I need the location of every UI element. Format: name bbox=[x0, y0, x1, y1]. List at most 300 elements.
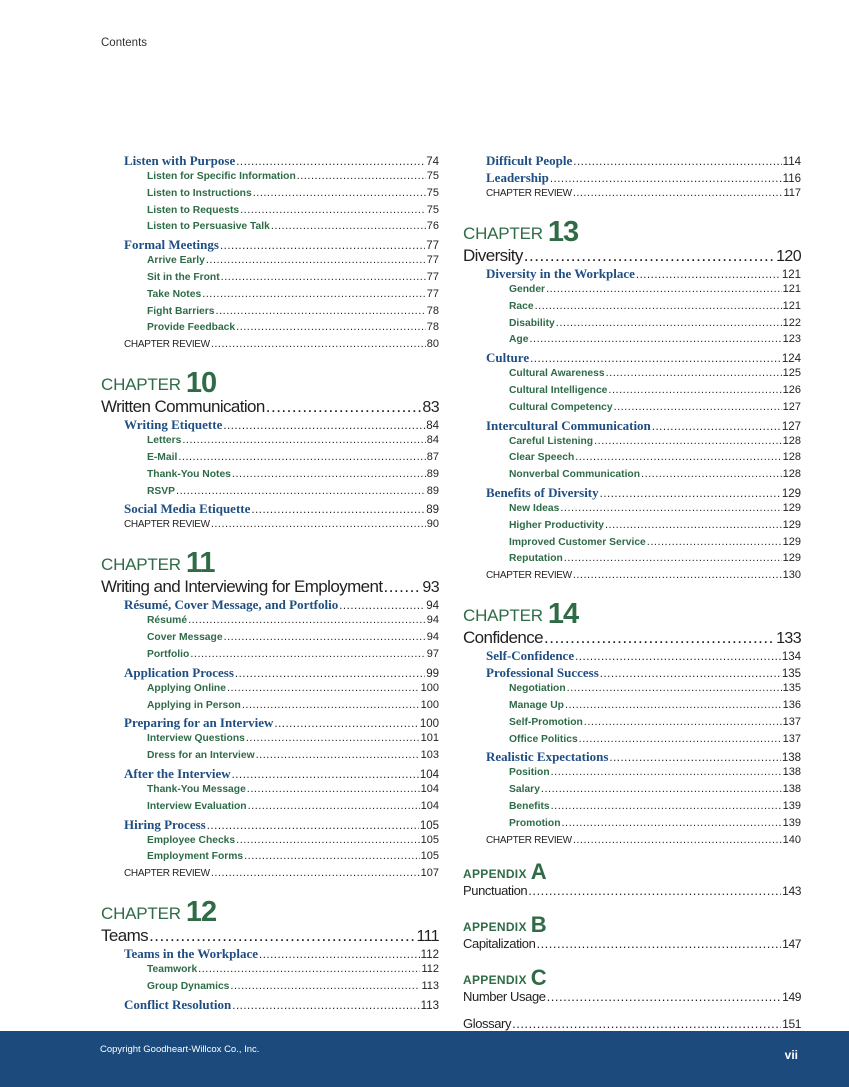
dot-leader bbox=[529, 333, 781, 345]
entry-page-number: 114 bbox=[782, 156, 801, 168]
toc-entry-lvl2[interactable] bbox=[147, 288, 439, 305]
toc-entry-lvl2[interactable] bbox=[147, 732, 439, 749]
entry-page-number: 100 bbox=[420, 698, 439, 711]
dot-leader bbox=[547, 989, 782, 1004]
toc-entry-lvl2[interactable] bbox=[509, 519, 801, 536]
toc-entry-lvl1[interactable] bbox=[486, 648, 801, 665]
entry-page-number: 143 bbox=[782, 883, 801, 898]
toc-entry-lvl2[interactable] bbox=[147, 682, 439, 699]
appendix-number: B bbox=[530, 911, 547, 937]
entry-title: Gender bbox=[509, 284, 546, 295]
toc-entry-lvl1[interactable] bbox=[124, 597, 439, 614]
dot-leader bbox=[271, 220, 426, 232]
dot-leader bbox=[383, 577, 421, 597]
entry-page-number: 89 bbox=[426, 484, 439, 497]
entry-page-number: 139 bbox=[782, 816, 801, 829]
entry-title: Position bbox=[509, 767, 550, 779]
toc-entry-lvl2[interactable] bbox=[147, 485, 439, 502]
entry-page-number: 137 bbox=[782, 715, 801, 728]
entry-page-number: 113 bbox=[421, 979, 439, 992]
entry-title: Sit in the Front bbox=[147, 271, 220, 283]
dot-leader bbox=[211, 518, 426, 530]
entry-title: Interview Questions bbox=[147, 733, 245, 745]
dot-leader bbox=[236, 834, 420, 846]
dot-leader bbox=[609, 752, 780, 764]
toc-entry-lvl1[interactable] bbox=[486, 170, 801, 187]
toc-entry-lvl1[interactable] bbox=[486, 485, 801, 502]
toc-entry-lvl1[interactable] bbox=[124, 153, 439, 170]
entry-page-number: 77 bbox=[426, 240, 439, 253]
entry-page-number: 127 bbox=[782, 400, 801, 413]
entry-title: Teams in the Workplace bbox=[124, 946, 258, 962]
entry-title: Race bbox=[509, 300, 534, 312]
dot-leader bbox=[636, 269, 781, 281]
entry-page-number: 90 bbox=[426, 518, 439, 531]
entry-page-number: 94 bbox=[426, 631, 439, 644]
toc-entry-lvl1[interactable] bbox=[124, 715, 439, 732]
dot-leader bbox=[240, 204, 426, 216]
entry-title: Letters bbox=[147, 435, 182, 447]
dot-leader bbox=[297, 170, 426, 182]
entry-title: RSVP bbox=[147, 485, 176, 497]
entry-title: Punctuation bbox=[463, 882, 528, 898]
toc-entry-lvl2[interactable] bbox=[147, 783, 439, 800]
dot-leader bbox=[266, 397, 422, 417]
entry-page-number: 128 bbox=[782, 434, 801, 447]
appendix-heading bbox=[463, 964, 801, 990]
dot-leader bbox=[528, 883, 781, 898]
dot-leader bbox=[242, 699, 420, 711]
appendix-label: APPENDIX bbox=[463, 972, 527, 987]
entry-page-number: 104 bbox=[420, 782, 439, 795]
entry-title: Social Media Etiquette bbox=[124, 501, 251, 517]
toc-entry-lvl1[interactable] bbox=[124, 946, 439, 963]
dot-leader bbox=[573, 187, 783, 199]
toc-entry-lvl2[interactable] bbox=[147, 834, 439, 851]
dot-leader bbox=[211, 867, 420, 879]
entry-page-number: 77 bbox=[426, 287, 439, 300]
dot-leader bbox=[575, 651, 781, 663]
toc-entry-lvl2[interactable] bbox=[509, 384, 801, 401]
entry-page-number: 129 bbox=[782, 501, 801, 514]
toc-entry-lvl1[interactable] bbox=[124, 665, 439, 682]
chapter-label: CHAPTER bbox=[101, 555, 181, 575]
dot-leader bbox=[641, 468, 782, 480]
dot-leader bbox=[551, 766, 782, 778]
toc-entry-lvl2[interactable] bbox=[147, 468, 439, 485]
toc-entry-lvl2[interactable] bbox=[509, 468, 801, 485]
entry-title: Thank-You Notes bbox=[147, 468, 231, 480]
dot-leader bbox=[535, 300, 782, 312]
toc-entry-lvl2[interactable] bbox=[509, 766, 801, 783]
dot-leader bbox=[190, 648, 425, 660]
entry-title: Arrive Early bbox=[147, 255, 205, 267]
toc-entry-lvl2[interactable] bbox=[147, 305, 439, 322]
entry-page-number: 125 bbox=[782, 367, 801, 380]
entry-title: Applying Online bbox=[147, 682, 226, 694]
toc-entry-review[interactable] bbox=[486, 569, 801, 586]
copyright-notice: Copyright Goodheart-Willcox Co., Inc. bbox=[100, 1044, 260, 1055]
entry-title: Listen for Specific Information bbox=[147, 171, 296, 182]
chapter-label: CHAPTER bbox=[463, 224, 543, 243]
entry-page-number: 105 bbox=[420, 833, 439, 846]
toc-entry-lvl1[interactable] bbox=[486, 418, 801, 435]
entry-page-number: 87 bbox=[426, 450, 439, 463]
dot-leader bbox=[274, 718, 418, 730]
entry-title: Office Politics bbox=[509, 733, 578, 745]
entry-page-number: 135 bbox=[782, 682, 801, 695]
dot-leader bbox=[227, 682, 420, 694]
dot-leader bbox=[564, 552, 782, 564]
entry-page-number: 84 bbox=[426, 434, 439, 447]
entry-title: Cultural Competency bbox=[509, 401, 613, 413]
entry-page-number: 78 bbox=[426, 321, 439, 334]
entry-page-number: 123 bbox=[782, 333, 801, 346]
toc-entry-lvl2[interactable] bbox=[147, 631, 439, 648]
entry-page-number: 74 bbox=[426, 156, 439, 168]
dot-leader bbox=[207, 820, 419, 832]
entry-page-number: 133 bbox=[776, 630, 801, 648]
dot-leader bbox=[211, 338, 426, 350]
toc-entry-lvl2[interactable] bbox=[147, 451, 439, 468]
toc-entry-lvl2[interactable] bbox=[147, 648, 439, 665]
entry-page-number: 129 bbox=[782, 518, 801, 531]
toc-entry-lvl2[interactable] bbox=[509, 783, 801, 800]
toc-entry-lvl2[interactable] bbox=[147, 271, 439, 288]
entry-title: Self-Promotion bbox=[509, 716, 583, 728]
chapter-label: CHAPTER bbox=[101, 904, 181, 924]
dot-leader bbox=[224, 631, 426, 643]
toc-entry-lvl2[interactable] bbox=[509, 817, 801, 834]
entry-title: E-Mail bbox=[147, 451, 178, 463]
entry-page-number: 94 bbox=[426, 614, 439, 627]
entry-title: Manage Up bbox=[509, 699, 564, 711]
toc-entry-lvl2[interactable] bbox=[509, 401, 801, 418]
toc-entry-lvl2[interactable] bbox=[509, 435, 801, 452]
dot-leader bbox=[560, 502, 781, 514]
entry-title: Age bbox=[509, 334, 529, 346]
dot-leader bbox=[652, 421, 781, 433]
toc-entry-lvl1[interactable] bbox=[486, 665, 801, 682]
toc-entry-lvl2[interactable] bbox=[147, 434, 439, 451]
toc-entry-lvl1[interactable] bbox=[124, 237, 439, 254]
entry-title: Provide Feedback bbox=[147, 322, 236, 334]
dot-leader bbox=[594, 435, 782, 447]
toc-entry-lvl1[interactable] bbox=[486, 153, 801, 170]
entry-title: Group Dynamics bbox=[147, 980, 230, 992]
toc-entry-lvl2[interactable] bbox=[147, 980, 439, 997]
dot-leader bbox=[202, 288, 426, 300]
entry-title: Listen with Purpose bbox=[124, 153, 236, 168]
toc-entry-lvl2[interactable] bbox=[147, 800, 439, 817]
dot-leader bbox=[550, 173, 782, 185]
dot-leader bbox=[236, 156, 425, 168]
entry-page-number: 138 bbox=[781, 752, 801, 765]
entry-title: CHAPTER REVIEW bbox=[486, 834, 572, 846]
toc-entry-lvl2[interactable] bbox=[509, 317, 801, 334]
entry-title: Higher Productivity bbox=[509, 519, 604, 531]
page-number: vii bbox=[784, 1048, 798, 1062]
entry-title: New Ideas bbox=[509, 502, 560, 514]
dot-leader bbox=[565, 699, 782, 711]
toc-entry-review[interactable] bbox=[486, 834, 801, 851]
toc-entry-apptitle[interactable] bbox=[463, 989, 801, 1010]
dot-leader bbox=[220, 240, 425, 252]
entry-page-number: 120 bbox=[776, 248, 801, 265]
page-footer bbox=[0, 1031, 849, 1087]
chapter-heading bbox=[463, 598, 801, 631]
entry-page-number: 117 bbox=[783, 187, 801, 199]
toc-entry-lvl1[interactable] bbox=[124, 766, 439, 783]
dot-leader bbox=[584, 716, 782, 728]
dot-leader bbox=[256, 749, 420, 761]
entry-title: Reputation bbox=[509, 553, 563, 565]
dot-leader bbox=[561, 817, 781, 829]
dot-leader bbox=[251, 504, 425, 516]
toc-entry-review[interactable] bbox=[124, 867, 439, 884]
entry-title: Salary bbox=[509, 784, 540, 796]
dot-leader bbox=[247, 783, 420, 795]
toc-entry-lvl1[interactable] bbox=[124, 417, 439, 434]
entry-page-number: 124 bbox=[781, 353, 801, 366]
entry-title: Cultural Intelligence bbox=[509, 384, 608, 396]
dot-leader bbox=[236, 321, 426, 333]
entry-title: Disability bbox=[509, 317, 555, 329]
entry-page-number: 113 bbox=[420, 999, 439, 1012]
entry-page-number: 129 bbox=[782, 535, 801, 548]
dot-leader bbox=[567, 682, 782, 694]
toc-entry-lvl1[interactable] bbox=[486, 350, 801, 367]
dot-leader bbox=[524, 246, 775, 266]
toc-entry-apptitle[interactable] bbox=[463, 883, 801, 904]
entry-page-number: 97 bbox=[426, 647, 439, 660]
entry-title: Hiring Process bbox=[124, 816, 206, 832]
toc-entry-backmatter[interactable] bbox=[463, 1016, 801, 1033]
toc-entry-lvl2[interactable] bbox=[509, 682, 801, 699]
entry-page-number: 140 bbox=[782, 833, 801, 846]
entry-page-number: 121 bbox=[781, 269, 801, 281]
entry-title: Writing and Interviewing for Employment bbox=[101, 577, 383, 597]
toc-entry-lvl2[interactable] bbox=[509, 733, 801, 750]
entry-title: Benefits bbox=[509, 800, 550, 812]
entry-title: Employee Checks bbox=[147, 834, 236, 846]
toc-entry-lvl1[interactable] bbox=[486, 749, 801, 766]
toc-entry-lvl2[interactable] bbox=[509, 367, 801, 384]
entry-title: Diversity bbox=[463, 246, 523, 265]
toc-entry-review[interactable] bbox=[486, 187, 801, 204]
toc-entry-lvl2[interactable] bbox=[147, 187, 439, 204]
entry-page-number: 75 bbox=[426, 203, 439, 216]
entry-page-number: 84 bbox=[426, 420, 439, 433]
entry-title: Improved Customer Service bbox=[509, 536, 646, 548]
entry-page-number: 135 bbox=[781, 668, 801, 681]
entry-title: Confidence bbox=[463, 628, 544, 648]
dot-leader bbox=[546, 283, 782, 295]
dot-leader bbox=[232, 769, 419, 781]
toc-entry-lvl2[interactable] bbox=[509, 800, 801, 817]
chapter-label: CHAPTER bbox=[463, 606, 543, 626]
entry-page-number: 77 bbox=[426, 254, 439, 267]
toc-entry-lvl1[interactable] bbox=[124, 817, 439, 834]
dot-leader bbox=[253, 187, 426, 199]
dot-leader bbox=[216, 305, 426, 317]
entry-title: Number Usage bbox=[463, 988, 546, 1004]
toc-entry-lvl2[interactable] bbox=[509, 552, 801, 569]
toc-entry-review[interactable] bbox=[124, 338, 439, 355]
entry-page-number: 99 bbox=[426, 667, 439, 680]
entry-page-number: 126 bbox=[782, 383, 801, 396]
entry-page-number: 83 bbox=[422, 399, 439, 417]
entry-page-number: 111 bbox=[416, 928, 439, 946]
entry-title: Interview Evaluation bbox=[147, 800, 247, 812]
dot-leader bbox=[608, 384, 781, 396]
toc-entry-chaptitle[interactable] bbox=[101, 926, 439, 946]
entry-title: Glossary bbox=[463, 1015, 512, 1031]
entry-page-number: 149 bbox=[782, 989, 801, 1004]
dot-leader bbox=[230, 980, 420, 992]
entry-page-number: 77 bbox=[426, 270, 439, 283]
dot-leader bbox=[244, 850, 420, 862]
entry-title: Résumé bbox=[147, 615, 188, 627]
entry-title: Thank-You Message bbox=[147, 783, 246, 795]
toc-entry-lvl2[interactable] bbox=[147, 170, 439, 187]
entry-title: Cover Message bbox=[147, 632, 223, 644]
entry-title: Clear Speech bbox=[509, 452, 575, 464]
entry-title: Careful Listening bbox=[509, 435, 594, 447]
entry-title: Teams bbox=[101, 926, 149, 946]
chapter-number: 11 bbox=[185, 547, 215, 580]
entry-title: CHAPTER REVIEW bbox=[486, 570, 572, 582]
dot-leader bbox=[600, 668, 781, 680]
dot-leader bbox=[223, 420, 425, 432]
dot-leader bbox=[248, 800, 420, 812]
entry-page-number: 134 bbox=[781, 651, 801, 664]
dot-leader bbox=[573, 569, 782, 581]
entry-page-number: 94 bbox=[426, 600, 439, 613]
dot-leader bbox=[198, 963, 420, 975]
dot-leader bbox=[512, 1016, 781, 1031]
toc-entry-lvl2[interactable] bbox=[147, 699, 439, 716]
toc-entry-lvl2[interactable] bbox=[147, 963, 439, 980]
toc-entry-lvl2[interactable] bbox=[509, 716, 801, 733]
entry-title: Writing Etiquette bbox=[124, 417, 223, 433]
entry-title: Professional Success bbox=[486, 665, 599, 681]
entry-page-number: 112 bbox=[420, 949, 439, 962]
entry-title: Application Process bbox=[124, 664, 234, 680]
entry-page-number: 89 bbox=[426, 504, 439, 517]
entry-title: CHAPTER REVIEW bbox=[124, 868, 210, 880]
toc-entry-lvl2[interactable] bbox=[509, 699, 801, 716]
dot-leader bbox=[232, 1000, 419, 1012]
entry-page-number: 121 bbox=[782, 299, 801, 312]
toc-entry-lvl2[interactable] bbox=[147, 749, 439, 766]
running-head: Contents bbox=[101, 37, 148, 49]
entry-title: Cultural Awareness bbox=[509, 368, 605, 380]
dot-leader bbox=[573, 834, 782, 846]
toc-entry-lvl2[interactable] bbox=[509, 283, 801, 300]
toc-entry-lvl2[interactable] bbox=[509, 536, 801, 553]
toc-entry-lvl1[interactable] bbox=[486, 266, 801, 283]
chapter-heading bbox=[101, 547, 439, 580]
entry-page-number: 116 bbox=[782, 173, 801, 185]
toc-entry-chaptitle[interactable] bbox=[463, 246, 801, 266]
toc-entry-lvl1[interactable] bbox=[124, 997, 439, 1014]
entry-title: Applying in Person bbox=[147, 699, 241, 711]
entry-page-number: 127 bbox=[781, 420, 801, 433]
entry-title: Capitalization bbox=[463, 935, 536, 951]
toc-entry-lvl1[interactable] bbox=[124, 501, 439, 518]
entry-page-number: 129 bbox=[782, 552, 801, 565]
dot-leader bbox=[606, 367, 782, 379]
appendix-label: APPENDIX bbox=[463, 866, 527, 881]
toc-column-left bbox=[101, 153, 439, 1014]
dot-leader bbox=[551, 800, 782, 812]
toc-entry-lvl2[interactable] bbox=[509, 333, 801, 350]
toc-entry-lvl2[interactable] bbox=[147, 614, 439, 631]
entry-page-number: 112 bbox=[421, 963, 439, 976]
entry-title: Résumé, Cover Message, and Portfolio bbox=[124, 597, 339, 613]
dot-leader bbox=[259, 949, 420, 961]
toc-entry-lvl2[interactable] bbox=[147, 850, 439, 867]
entry-title: Self-Confidence bbox=[486, 648, 575, 664]
entry-page-number: 76 bbox=[426, 220, 439, 233]
entry-title: Conflict Resolution bbox=[124, 996, 232, 1012]
toc-entry-lvl2[interactable] bbox=[147, 254, 439, 271]
chapter-number: 12 bbox=[185, 896, 217, 929]
entry-page-number: 78 bbox=[426, 304, 439, 317]
entry-title: Portfolio bbox=[147, 648, 190, 660]
toc-entry-lvl2[interactable] bbox=[147, 220, 439, 237]
appendix-number: C bbox=[530, 964, 547, 990]
dot-leader bbox=[605, 519, 782, 531]
entry-page-number: 104 bbox=[420, 799, 439, 812]
toc-entry-lvl2[interactable] bbox=[147, 204, 439, 221]
dot-leader bbox=[149, 926, 415, 946]
dot-leader bbox=[232, 468, 426, 480]
entry-page-number: 122 bbox=[782, 316, 801, 329]
entry-page-number: 138 bbox=[782, 766, 801, 779]
entry-title: Written Communication bbox=[101, 397, 265, 417]
toc-entry-chaptitle[interactable] bbox=[101, 397, 439, 417]
chapter-heading bbox=[101, 896, 439, 929]
toc-entry-lvl2[interactable] bbox=[509, 502, 801, 519]
entry-page-number: 101 bbox=[420, 732, 439, 745]
toc-entry-chaptitle[interactable] bbox=[463, 628, 801, 648]
entry-title: Listen to Requests bbox=[147, 204, 240, 216]
dot-leader bbox=[206, 254, 426, 266]
appendix-heading bbox=[463, 911, 801, 937]
entry-title: Benefits of Diversity bbox=[486, 484, 599, 500]
entry-page-number: 151 bbox=[782, 1016, 801, 1031]
entry-title: Preparing for an Interview bbox=[124, 715, 274, 731]
entry-title: Negotiation bbox=[509, 683, 566, 695]
toc-entry-lvl2[interactable] bbox=[509, 451, 801, 468]
toc-entry-lvl2[interactable] bbox=[509, 300, 801, 317]
entry-title: Intercultural Communication bbox=[486, 417, 651, 433]
toc-entry-review[interactable] bbox=[124, 518, 439, 535]
chapter-number: 13 bbox=[547, 216, 579, 248]
entry-page-number: 105 bbox=[420, 850, 439, 863]
entry-page-number: 100 bbox=[419, 718, 439, 731]
toc-entry-chaptitle[interactable] bbox=[101, 577, 439, 597]
toc-entry-lvl2[interactable] bbox=[147, 321, 439, 338]
dot-leader bbox=[575, 451, 781, 463]
entry-page-number: 107 bbox=[420, 867, 439, 880]
entry-title: Realistic Expectations bbox=[486, 749, 609, 765]
entry-page-number: 128 bbox=[782, 451, 801, 464]
entry-page-number: 138 bbox=[782, 783, 801, 796]
toc-entry-apptitle[interactable] bbox=[463, 936, 801, 957]
